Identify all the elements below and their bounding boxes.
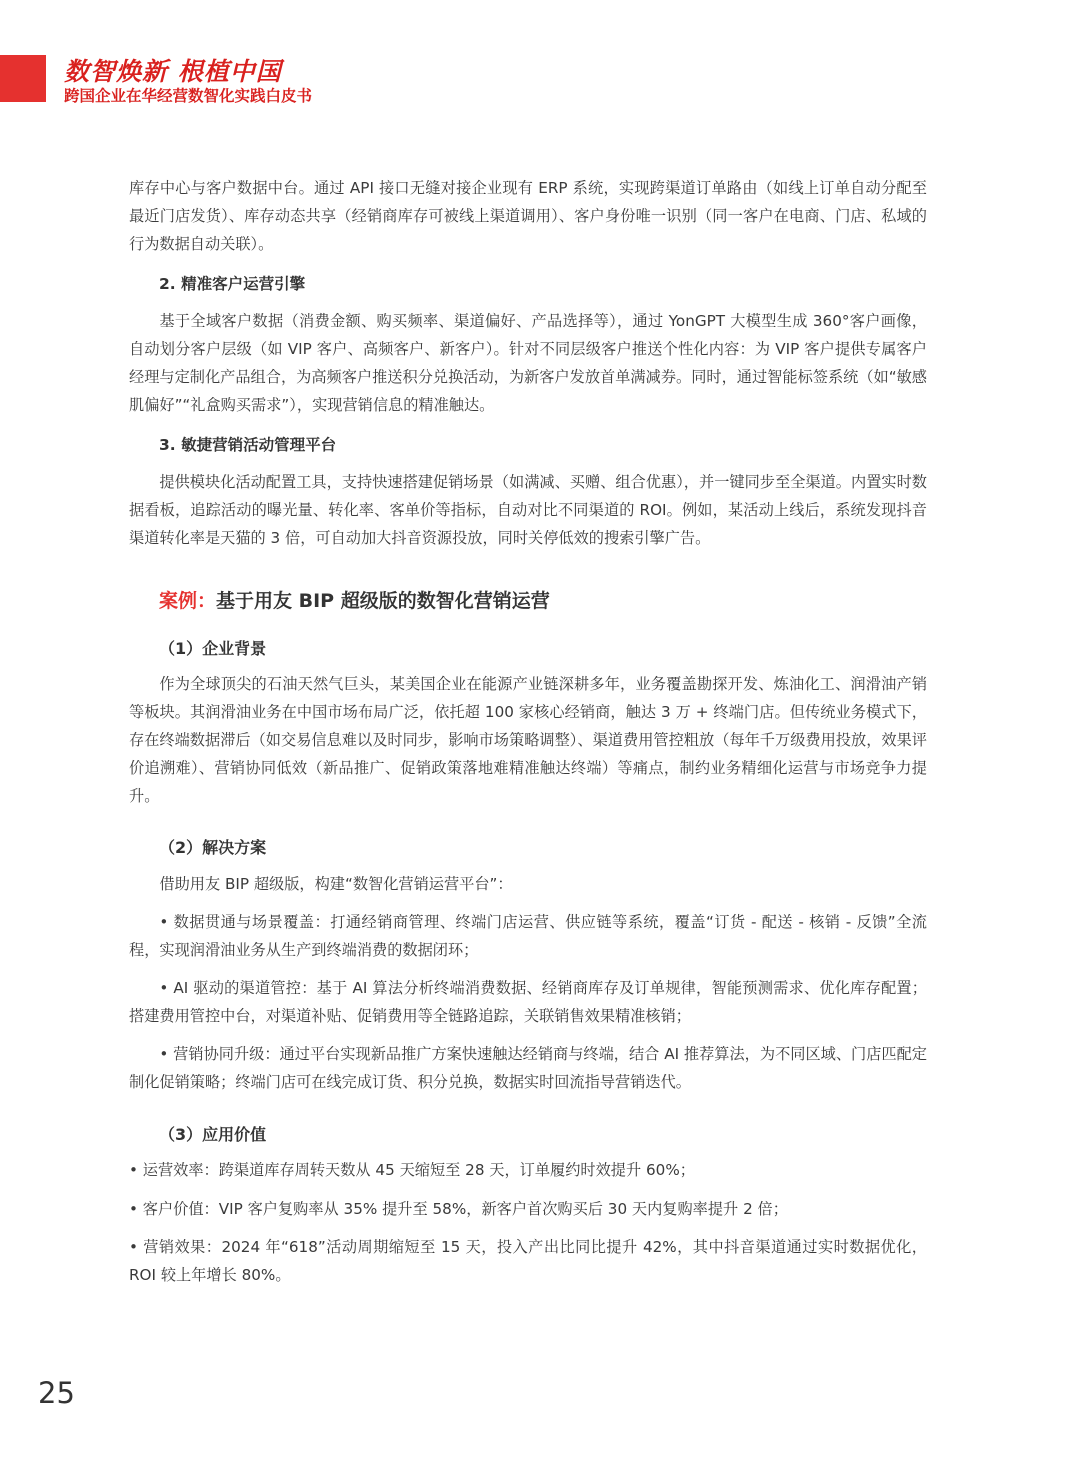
section-2-body: 基于全域客户数据（消费金额、购买频率、渠道偏好、产品选择等），通过 YonGPT 大模型生成 360°客户画像，自动划分客户层级（如 VIP 客户、高频客户、新客户）。针对不同层级客户推送个性化内容：为 VIP 客户提供专属客户经理与定制化产品组合，为高频客户推送积分兑换活动，为新客户发放首单满减券。同时，通过智能标签系统（如“敏感肌偏好”“礼盒购买需求”），实现营销信息的精准触达。 — [129, 312, 927, 414]
case-title — [159, 586, 550, 613]
subsection-2-bullet-3: • 营销协同升级：通过平台实现新品推广方案快速触达经销商与终端，结合 AI 推荐算法，为不同区域、门店匹配定制化促销策略；终端门店可在线完成订货、积分兑换，数据实时回流指导营销迭代。 — [129, 1045, 927, 1091]
page-number: 25 — [38, 1376, 75, 1410]
subsection-2-bullet-2: • AI 驱动的渠道管控：基于 AI 算法分析终端消费数据、经销商库存及订单规律，智能预测需求、优化库存配置；搭建费用管控中台，对渠道补贴、促销费用等全链路追踪，关联销售效果精准核销； — [129, 979, 927, 1025]
section-3-body: 提供模块化活动配置工具，支持快速搭建促销场景（如满减、买赠、组合优惠），并一键同步至全渠道。内置实时数据看板，追踪活动的曝光量、转化率、客单价等指标，自动对比不同渠道的 ROI。例如，某活动上线后，系统发现抖音渠道转化率是天猫的 3 倍，可自动加大抖音资源投放，同时关停低效的搜索引擎广告。 — [129, 473, 927, 547]
subsection-2-intro: 借助用友 BIP 超级版，构建“数智化营销运营平台”： — [159, 875, 513, 893]
subsection-3-bullet-3: • 营销效果：2024 年“618”活动周期缩短至 15 天，投入产出比同比提升 42%，其中抖音渠道通过实时数据优化，ROI 较上年增长 80%。 — [129, 1238, 927, 1284]
subsection-1-body: 作为全球顶尖的石油天然气巨头，某美国企业在能源产业链深耕多年，业务覆盖勘探开发、炼油化工、润滑油产销等板块。其润滑油业务在中国市场布局广泛，依托超 100 家核心经销商，触达 3 万 + 终端门店。但传统业务模式下，存在终端数据滞后（如交易信息难以及时同步，影响市场策略调整）、渠道费用管控粗放（每年千万级费用投放，效果评价追溯难）、营销协同低效（新品推广、促销政策落地难精准触达终端）等痛点，制约业务精细化运营与市场竞争力提升。 — [129, 675, 927, 805]
subsection-3-title: （3）应用价值 — [159, 1125, 267, 1144]
header-subtitle: 跨国企业在华经营数智化实践白皮书 — [64, 87, 313, 105]
subsection-2-title: （2）解决方案 — [159, 838, 267, 857]
section-2-title: 2. 精准客户运营引擎 — [159, 275, 306, 293]
header-red-block — [0, 55, 46, 102]
section-3-title: 3. 敏捷营销活动管理平台 — [159, 436, 337, 454]
header-slogan: 数智焕新 根植中国 — [64, 57, 282, 86]
intro-paragraph: 库存中心与客户数据中台。通过 API 接口无缝对接企业现有 ERP 系统，实现跨渠道订单路由（如线上订单自动分配至最近门店发货）、库存动态共享（经销商库存可被线上渠道调用）、客户身份唯一识别（同一客户在电商、门店、私域的行为数据自动关联）。 — [129, 179, 927, 253]
subsection-3-bullet-1: • 运营效率：跨渠道库存周转天数从 45 天缩短至 28 天，订单履约时效提升 60%； — [129, 1161, 695, 1179]
case-label: 案例： — [159, 590, 217, 612]
case-title-text: 基于用友 BIP 超级版的数智化营销运营 — [216, 590, 550, 612]
subsection-2-bullet-1: • 数据贯通与场景覆盖：打通经销商管理、终端门店运营、供应链等系统，覆盖“订货 - 配送 - 核销 - 反馈”全流程，实现润滑油业务从生产到终端消费的数据闭环； — [129, 913, 927, 959]
subsection-1-title: （1）企业背景 — [159, 639, 267, 658]
subsection-3-bullet-2: • 客户价值：VIP 客户复购率从 35% 提升至 58%，新客户首次购买后 30 天内复购率提升 2 倍； — [129, 1200, 788, 1218]
